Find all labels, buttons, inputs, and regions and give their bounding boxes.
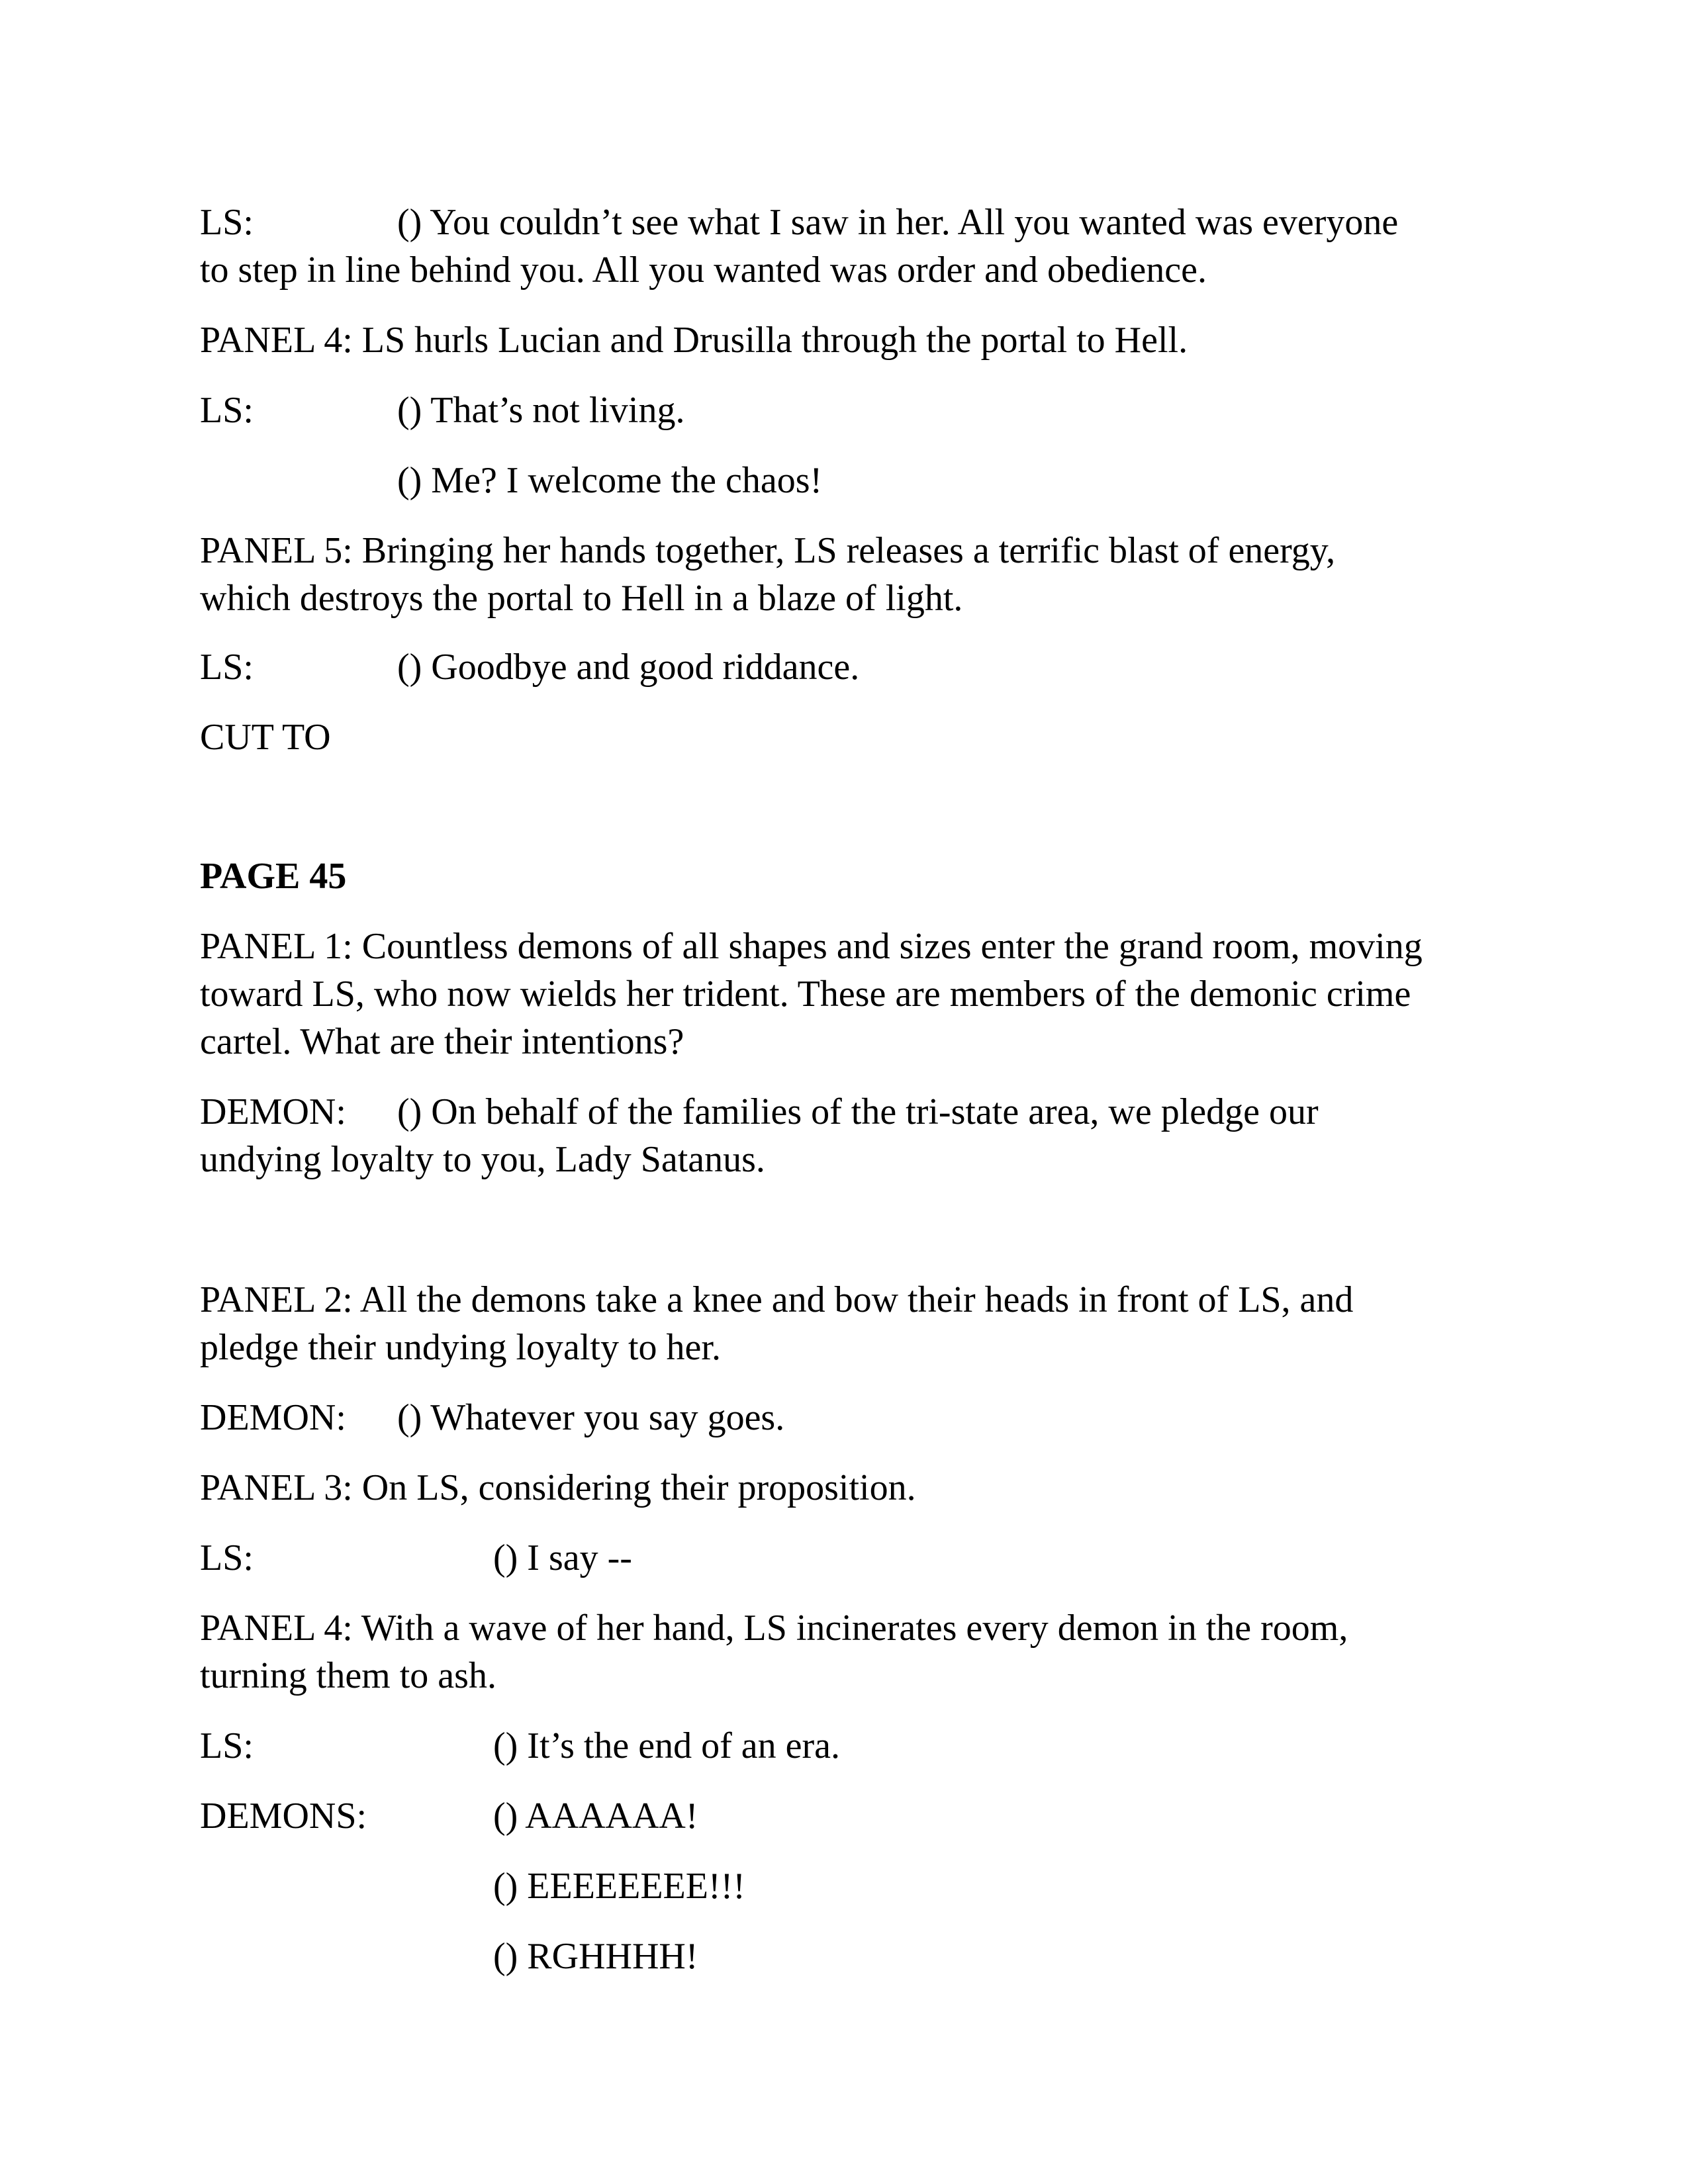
- panel-description: cartel. What are their intentions?: [200, 1021, 684, 1062]
- dialogue-line: () Whatever you say goes.: [397, 1397, 785, 1438]
- speaker-label: DEMON:: [200, 1397, 346, 1438]
- dialogue-line: () I say --: [493, 1537, 632, 1578]
- dialogue-line: () Me? I welcome the chaos!: [397, 460, 823, 501]
- dialogue-line: () You couldn’t see what I saw in her. All you wanted was everyone: [397, 202, 1399, 243]
- transition: CUT TO: [200, 717, 331, 758]
- panel-description: pledge their undying loyalty to her.: [200, 1327, 721, 1368]
- dialogue-line: () It’s the end of an era.: [493, 1725, 840, 1766]
- dialogue-line: () RGHHHH!: [493, 1936, 698, 1977]
- dialogue-line: () AAAAAA!: [493, 1796, 698, 1837]
- dialogue-line: undying loyalty to you, Lady Satanus.: [200, 1139, 765, 1180]
- panel-description: PANEL 3: On LS, considering their proposition.: [200, 1467, 916, 1508]
- panel-description: PANEL 4: LS hurls Lucian and Drusilla through the portal to Hell.: [200, 320, 1188, 361]
- panel-description: which destroys the portal to Hell in a blaze of light.: [200, 578, 963, 619]
- speaker-label: LS:: [200, 1537, 254, 1578]
- speaker-label: DEMONS:: [200, 1796, 367, 1837]
- dialogue-line: to step in line behind you. All you wanted was order and obedience.: [200, 250, 1207, 291]
- panel-description: turning them to ash.: [200, 1655, 496, 1696]
- page-heading: PAGE 45: [200, 856, 347, 897]
- speaker-label: LS:: [200, 202, 254, 243]
- speaker-label: DEMON:: [200, 1091, 346, 1132]
- dialogue-line: () Goodbye and good riddance.: [397, 647, 860, 688]
- dialogue-line: () On behalf of the families of the tri-state area, we pledge our: [397, 1091, 1319, 1132]
- panel-description: toward LS, who now wields her trident. These are members of the demonic crime: [200, 974, 1411, 1015]
- panel-description: PANEL 4: With a wave of her hand, LS incinerates every demon in the room,: [200, 1608, 1348, 1649]
- panel-description: PANEL 2: All the demons take a knee and bow their heads in front of LS, and: [200, 1279, 1354, 1320]
- panel-description: PANEL 5: Bringing her hands together, LS releases a terrific blast of energy,: [200, 530, 1336, 571]
- panel-description: PANEL 1: Countless demons of all shapes and sizes enter the grand room, moving: [200, 926, 1423, 967]
- dialogue-line: () That’s not living.: [397, 390, 685, 431]
- speaker-label: LS:: [200, 647, 254, 688]
- speaker-label: LS:: [200, 390, 254, 431]
- speaker-label: LS:: [200, 1725, 254, 1766]
- dialogue-line: () EEEEEEEE!!!: [493, 1866, 745, 1907]
